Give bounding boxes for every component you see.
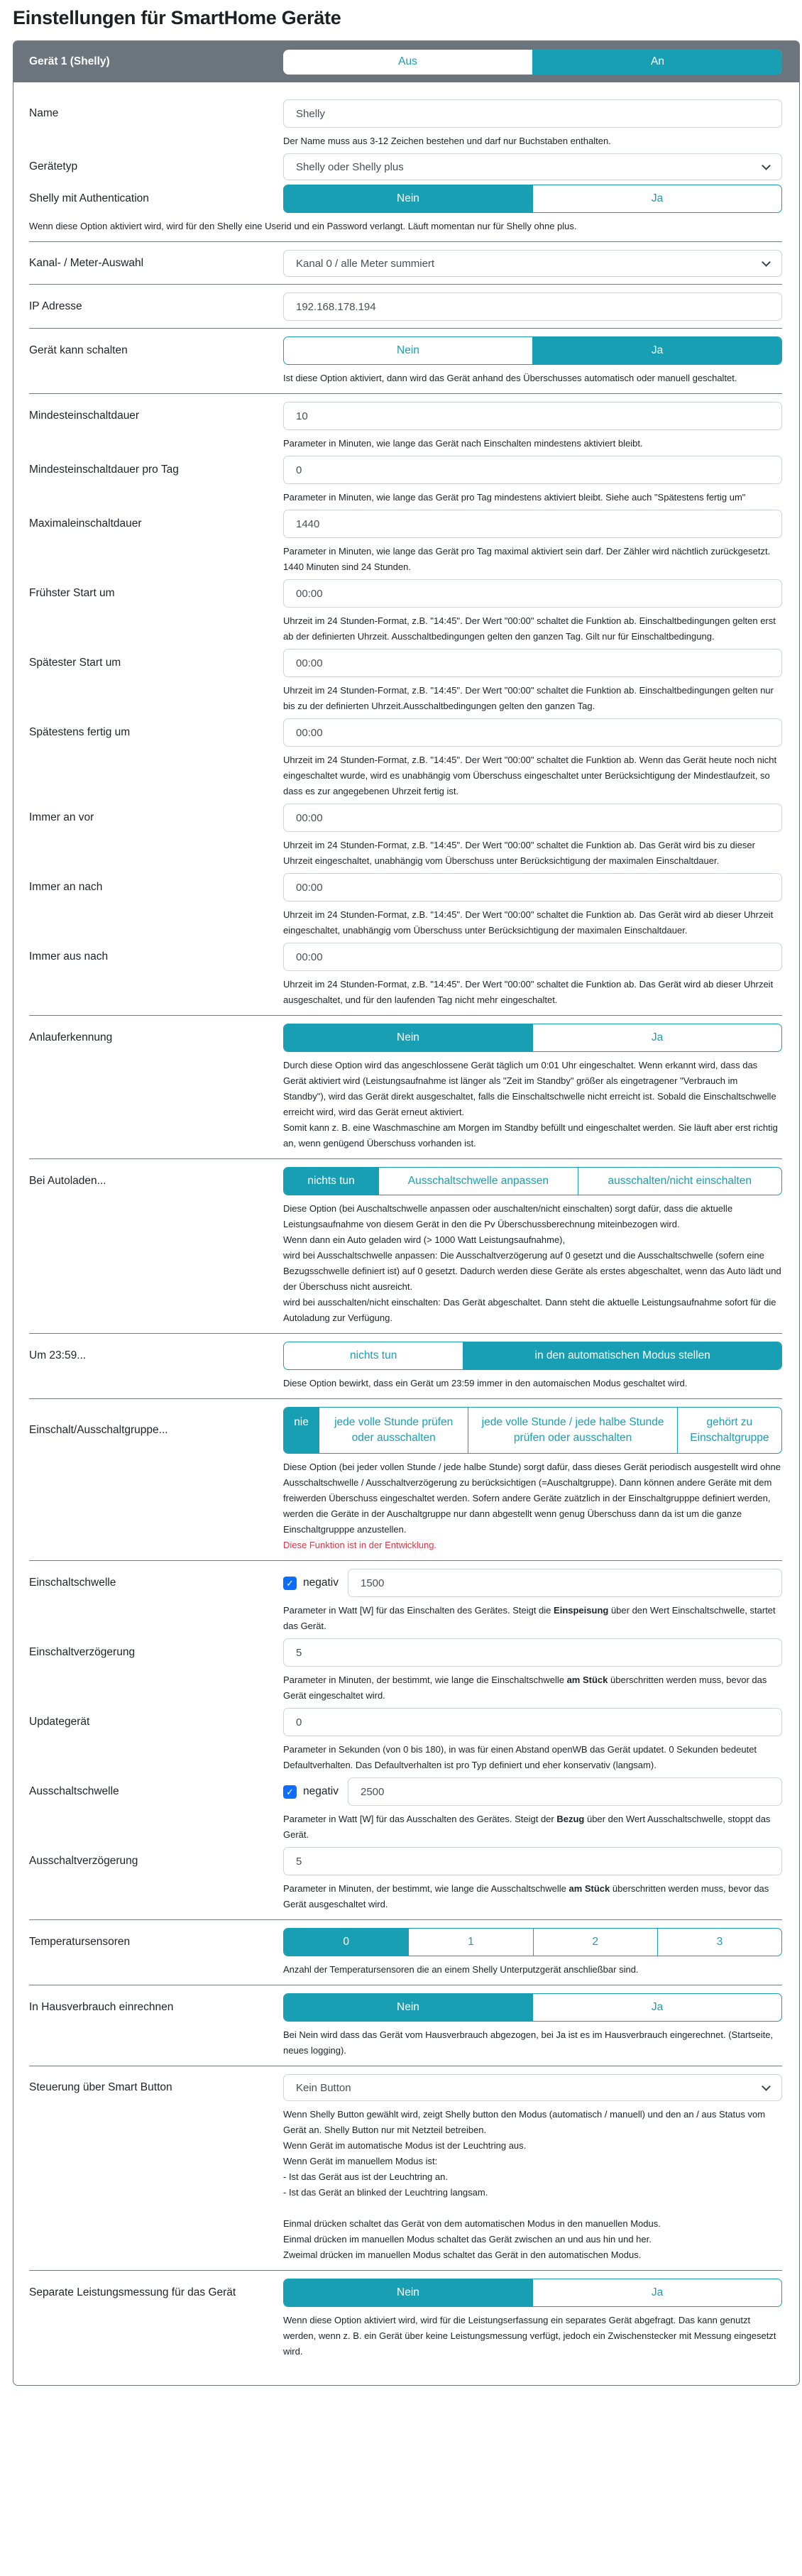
spaetester-start-um-cols [29,649,782,677]
chevron-down-icon [762,161,771,170]
field-label-updategeraet: Updategerät [29,1716,90,1728]
help-line: - Ist das Gerät an blinked der Leuchtring langsam. [283,2187,488,2198]
mindesteinschaltdauer-cols [29,402,782,430]
updategeraet-cols [29,1708,782,1736]
help-line: Bei Nein wird dass das Gerät vom Hausverbrauch abgezogen, bei Ja ist es im Hausverbrauch eingerechnet. (Startseite, neues logging). [283,2029,774,2056]
form-row-immer-aus-nach [29,943,782,1008]
section-divider [29,393,782,394]
section-divider [29,1015,782,1016]
help-line: Parameter in Minuten, wie lange das Gerät pro Tag maximal aktiviert sein darf. Der Zähler wird nächtlich zurückgesetzt. 1440 Minuten sind 24 Stunden. [283,546,771,572]
form-row-spaetester-start-um [29,649,782,714]
fruehster-start-um-control-cell [283,579,782,608]
help-line: Wenn Gerät im manuellem Modus ist: [283,2156,438,2166]
ausschaltschwelle-negativ-checkbox[interactable] [283,1785,297,1799]
immer-aus-nach-control-cell [283,943,782,971]
field-help-bei-autoladen [283,1201,782,1326]
updategeraet-input[interactable] [283,1708,782,1736]
ausschaltschwelle-cols [29,1777,782,1806]
geraetetyp-select-value: Shelly oder Shelly plus [296,160,404,173]
help-line: Parameter in Minuten, wie lange das Gerät pro Tag mindestens aktiviert bleibt. Siehe auch "Spätestens fertig um" [283,492,746,503]
immer-an-vor-control-cell [283,804,782,832]
help-line: Somit kann z. B. eine Waschmaschine am Morgen im Standby befüllt und eingeschaltet werden. Sie läuft aber erst richtig an, wenn genügend Überschuss vorhanden ist. [283,1122,778,1149]
form-row-separate-leistungsmessung [29,2279,782,2359]
field-label-mindesteinschaltdauer-pro-tag: Mindesteinschaltdauer pro Tag [29,464,179,476]
section-divider [29,241,782,242]
form-row-mindesteinschaltdauer-pro-tag [29,456,782,505]
name-input[interactable] [283,99,782,128]
spaetestens-fertig-um-control-cell [283,718,782,747]
einschaltschwelle-input[interactable] [348,1569,782,1597]
chevron-down-icon [762,2082,771,2091]
field-label-geraetetyp: Gerätetyp [29,160,78,172]
help-line: Uhrzeit im 24 Stunden-Format, z.B. "14:45". Der Wert "00:00" schaltet die Funktion ab. Einschaltbedingungen gelten nur bis zu der definierten Uhrzeit.Ausschaltbedingungen gelten den ganzen Tag. [283,685,774,711]
um-2359-toggle [283,1342,782,1370]
device-power-toggle [283,50,782,75]
einschalt-ausschaltgruppe-option-0[interactable]: nie [284,1408,319,1453]
field-label-in-hausverbrauch-einrechnen: In Hausverbrauch einrechnen [29,2001,174,2013]
immer-an-nach-control-cell [283,873,782,901]
ausschaltschwelle-input[interactable] [348,1777,782,1806]
ausschaltverzoegerung-cols [29,1847,782,1875]
field-help-immer-aus-nach [283,977,782,1008]
device-title: Gerät 1 (Shelly) [29,55,110,67]
field-label-mindesteinschaltdauer: Mindesteinschaltdauer [29,410,140,422]
kanal-meter-control-cell [283,250,782,277]
form-row-einschaltschwelle [29,1569,782,1634]
steuerung-smart-button-select[interactable] [283,2074,782,2101]
form-row-fruehster-start-um [29,579,782,645]
mindesteinschaltdauer-input[interactable] [283,402,782,430]
anlauferkennung-option-0[interactable]: Nein [284,1024,532,1051]
einschalt-ausschaltgruppe-toggle [283,1407,782,1454]
shelly-auth-option-0[interactable]: Nein [284,185,532,212]
field-label-spaetestens-fertig-um: Spätestens fertig um [29,726,131,738]
maximaleinschaltdauer-control-cell [283,510,782,538]
help-line: Uhrzeit im 24 Stunden-Format, z.B. "14:45". Der Wert "00:00" schaltet die Funktion ab. Das Gerät wird ab dieser Uhrzeit ausgeschaltet, und für den laufenden Tag nicht mehr eingeschaltet. [283,979,774,1005]
device-on-off-slot [283,50,782,75]
ip-adresse-control-cell [283,292,782,321]
um-2359-control-cell [283,1342,782,1370]
section-divider [29,2270,782,2271]
shelly-auth-toggle [283,185,782,213]
field-help-maximaleinschaltdauer [283,544,782,575]
updategeraet-control-cell [283,1708,782,1736]
check-icon: ✓ [286,1786,294,1797]
einschaltschwelle-negativ-label: negativ [303,1577,339,1589]
field-help-temperatursensoren [283,1962,782,1978]
form-row-geraetetyp [29,153,782,180]
help-line: Diese Funktion ist in der Entwicklung. [283,1540,437,1550]
bei-autoladen-option-1[interactable]: Ausschaltschwelle anpassen [378,1168,577,1195]
field-help-mindesteinschaltdauer [283,436,782,451]
chevron-down-icon [762,258,771,267]
field-label-ip-adresse: IP Adresse [29,300,82,312]
bei-autoladen-control-cell [283,1167,782,1195]
maximaleinschaltdauer-input[interactable] [283,510,782,538]
form-row-anlauferkennung [29,1024,782,1151]
form-row-ausschaltverzoegerung [29,1847,782,1912]
device-power-option-1[interactable]: An [532,50,782,75]
immer-an-nach-cols [29,873,782,901]
form-row-geraet-kann-schalten [29,336,782,386]
spaetestens-fertig-um-cols [29,718,782,747]
help-line: Wenn diese Option aktiviert wird, wird für den Shelly eine Userid und ein Password verlangt. Läuft momentan nur für Shelly ohne plus. [29,221,577,231]
help-line: Wenn diese Option aktiviert wird, wird für die Leistungserfassung ein separates Gerät abgefragt. Das kann genutzt werden, wenn z. B. ein Gerät über keine Leistungsmessung verfügt, jedoch ein Zwischenstecker mit Messung eingesetzt wird. [283,2315,776,2357]
help-line: wird bei ausschalten/nicht einschalten: Das Gerät abgeschaltet. Dann steht die aktuelle Leistungsaufnahme sofort für die Autoladung zur Verfügung. [283,1297,776,1323]
form-row-kanal-meter [29,250,782,277]
steuerung-smart-button-select-value: Kein Button [296,2081,351,2094]
immer-an-vor-input[interactable] [283,804,782,832]
geraet-kann-schalten-toggle [283,336,782,365]
section-divider [29,328,782,329]
section-divider [29,1919,782,1920]
field-help-anlauferkennung [283,1058,782,1151]
bei-autoladen-option-2[interactable]: ausschalten/nicht einschalten [578,1168,781,1195]
einschaltschwelle-negativ-checkbox[interactable] [283,1577,297,1590]
anlauferkennung-control-cell [283,1024,782,1052]
ausschaltschwelle-control-cell [283,1777,782,1806]
separate-leistungsmessung-option-1[interactable]: Ja [532,2279,781,2306]
field-label-einschaltschwelle: Einschaltschwelle [29,1577,116,1589]
help-line: Einmal drücken im manuellen Modus schaltet das Gerät zwischen an und aus hin und her. [283,2234,652,2245]
field-label-spaetester-start-um: Spätester Start um [29,657,121,669]
einschaltschwelle-control [283,1569,782,1597]
form-row-temperatursensoren [29,1928,782,1978]
form-row-bei-autoladen [29,1167,782,1326]
help-line: wird bei Ausschaltschwelle anpassen: Die Ausschaltverzögerung auf 0 gesetzt und die Ausschaltschwelle (sofern eine Bezugsschwelle definiert ist) auf 0 gesetzt. Dadurch werden diese Geräte als erstes abgeschaltet, wenn das Auto lädt und der Überschuss nicht ausreicht. [283,1250,781,1292]
help-line: Wenn Shelly Button gewählt wird, zeigt Shelly button den Modus (automatisch / manuell) und den an / aus Status vom Gerät an. Shelly Button nur mit Netzteil betreiben. [283,2109,766,2135]
form-row-name [29,99,782,149]
ip-adresse-cols [29,292,782,321]
temperatursensoren-option-3[interactable]: 3 [657,1929,781,1956]
geraet-kann-schalten-cols [29,336,782,365]
kanal-meter-select[interactable] [283,250,782,277]
help-line: Parameter in Minuten, wie lange das Gerät nach Einschalten mindestens aktiviert bleibt. [283,438,643,449]
einschalt-ausschaltgruppe-cols [29,1407,782,1454]
help-line: Durch diese Option wird das angeschlossene Gerät täglich um 0:01 Uhr eingeschaltet. Wenn erkannt wird, dass das Gerät aktiviert wird (Leistungsaufnahme ist länger als "Zeit im Standby" größer als eingetragener "Verbrauch im Standby"), wird das Gerät direkt ausgeschaltet, falls die Einschaltschwelle nicht erreicht ist. Sobald die Einschaltschwelle erreicht wird, wird das Gerät erneut aktiviert. [283,1060,776,1117]
field-label-steuerung-smart-button: Steuerung über Smart Button [29,2081,172,2093]
einschalt-ausschaltgruppe-option-1[interactable]: jede volle Stunde prüfen oder ausschalten [319,1408,468,1453]
check-icon: ✓ [286,1577,294,1589]
geraetetyp-cols [29,153,782,180]
temperatursensoren-control-cell [283,1928,782,1956]
einschalt-ausschaltgruppe-control-cell [283,1407,782,1454]
help-line: Parameter in Sekunden (von 0 bis 180), in was für einen Abstand openWB das Gerät updatet. 0 Sekunden bedeutet Defaultverhalten. Das Defaultverhalten ist pro Typ definiert und eher konservativ (langsam). [283,1744,757,1770]
field-help-shelly-auth [29,219,782,234]
name-control-cell [283,99,782,128]
field-help-spaetestens-fertig-um [283,752,782,799]
field-label-separate-leistungsmessung: Separate Leistungsmessung für das Gerät [29,2286,236,2298]
geraet-kann-schalten-option-0[interactable]: Nein [397,344,419,356]
immer-aus-nach-input[interactable] [283,943,782,971]
field-help-einschalt-ausschaltgruppe [283,1459,782,1553]
temperatursensoren-cols [29,1928,782,1956]
card-body [13,82,799,2385]
field-label-fruehster-start-um: Frühster Start um [29,587,115,599]
help-line: - Ist das Gerät aus ist der Leuchtring an. [283,2171,448,2182]
help-line: Uhrzeit im 24 Stunden-Format, z.B. "14:45". Der Wert "00:00" schaltet die Funktion ab. Wenn das Gerät heute noch nicht eingeschaltet wurde, wird es unabhängig vom Überschuss eingeschaltet unter Berücksichtigung der Mindestlaufzeit, so dass es zur angegebenen Uhrzeit fertig ist. [283,755,777,796]
in-hausverbrauch-einrechnen-option-0[interactable]: Nein [284,1994,532,2021]
ausschaltschwelle-control [283,1777,782,1806]
field-label-name: Name [29,107,59,119]
form-row-immer-an-vor [29,804,782,869]
field-label-shelly-auth: Shelly mit Authentication [29,192,149,204]
maximaleinschaltdauer-cols [29,510,782,538]
in-hausverbrauch-einrechnen-cols [29,1993,782,2022]
help-line: Ist diese Option aktiviert, dann wird das Gerät anhand des Überschusses automatisch oder manuell geschaltet. [283,373,737,383]
einschaltverzoegerung-control-cell [283,1638,782,1667]
help-line: Diese Option (bei Auschaltschwelle anpassen oder auschalten/nicht einschalten) sorgt dafür, dass die aktuelle Leistungsaufnahme von diesem Gerät in den die Pv Überschussberechnung miteinbezogen wird. [283,1203,733,1229]
field-help-ausschaltschwelle [283,1812,782,1843]
form-row-steuerung-smart-button [29,2074,782,2263]
section-divider [29,1398,782,1399]
help-line: Parameter in Watt [W] für das Ausschalten des Gerätes. Steigt der Bezug über den Wert Ausschaltschwelle, stoppt das Gerät. [283,1814,771,1840]
field-label-bei-autoladen: Bei Autoladen... [29,1175,106,1187]
help-line: Diese Option (bei jeder vollen Stunde / jede halbe Stunde) sorgt dafür, dass dieses Gerät periodisch ausgestellt wird ohne Ausschaltschwelle / Ausschaltverzögerung zu berücksichtigen (=Auschaltgruppe). Dann können andere Geräte mit dem freiwerden Überschuss eingeschaltet werden. Sofern andere Geräte zuätzlich in der Einschaltgrupppe definiert werden, werden die Geräte in der Auschaltgruppe nur dann abgestellt wenn genug Überschuss dann da ist um die ganze Einschaltgrupppe anzustellen. [283,1462,781,1535]
ip-adresse-input[interactable] [283,292,782,321]
help-line: Parameter in Minuten, der bestimmt, wie lange die Einschaltschwelle am Stück überschritten werden muss, bevor das Gerät eingeschaltet wird. [283,1675,767,1701]
field-help-updategeraet [283,1742,782,1773]
help-line: Wenn dann ein Auto geladen wird (> 1000 Watt Leistungsaufnahme), [283,1234,566,1245]
immer-aus-nach-cols [29,943,782,971]
fruehster-start-um-cols [29,579,782,608]
steuerung-smart-button-cols [29,2074,782,2101]
separate-leistungsmessung-cols [29,2279,782,2307]
field-label-maximaleinschaltdauer: Maximaleinschaltdauer [29,517,142,530]
anlauferkennung-option-1[interactable]: Ja [532,1024,781,1051]
field-label-temperatursensoren: Temperatursensoren [29,1936,131,1948]
form-row-einschaltverzoegerung [29,1638,782,1704]
einschaltschwelle-cols [29,1569,782,1597]
um-2359-option-0[interactable]: nichts tun [350,1349,397,1361]
page-title: Einstellungen für SmartHome Geräte [13,7,341,28]
um-2359-cols [29,1342,782,1370]
field-label-immer-aus-nach: Immer aus nach [29,950,109,963]
kanal-meter-cols [29,250,782,277]
spaetestens-fertig-um-input[interactable] [283,718,782,747]
help-line: Der Name muss aus 3-12 Zeichen bestehen und darf nur Buchstaben enthalten. [283,136,611,146]
device-power-option-0[interactable]: Aus [283,50,532,75]
form-row-maximaleinschaltdauer [29,510,782,575]
help-line: Einmal drücken schaltet das Gerät von dem automatischen Modus in den manuellen Modus. [283,2218,661,2229]
section-divider [29,1333,782,1334]
field-label-ausschaltschwelle: Ausschaltschwelle [29,1785,119,1797]
help-line: Uhrzeit im 24 Stunden-Format, z.B. "14:45". Der Wert "00:00" schaltet die Funktion ab. Das Gerät wird ab dieser Uhrzeit eingeschaltet, unabhängig vom Überschuss unter Berücksichtigung der maximalen Einschaltdauer. [283,909,774,936]
section-divider [29,1560,782,1561]
field-help-fruehster-start-um [283,613,782,645]
help-line: Uhrzeit im 24 Stunden-Format, z.B. "14:45". Der Wert "00:00" schaltet die Funktion ab. Das Gerät wird bis zu dieser Uhrzeit eingeschaltet, unabhängig vom Überschuss unter Berücksichtigung der maximalen Einschaltdauer. [283,840,755,866]
einschalt-ausschaltgruppe-option-2[interactable]: jede volle Stunde / jede halbe Stunde prüfen oder ausschalten [468,1408,676,1453]
help-line [283,2200,782,2216]
in-hausverbrauch-einrechnen-toggle [283,1993,782,2022]
temperatursensoren-option-1[interactable]: 1 [408,1929,532,1956]
field-label-kanal-meter: Kanal- / Meter-Auswahl [29,257,144,269]
field-help-immer-an-nach [283,907,782,938]
um-2359-option-1[interactable]: in den automatischen Modus stellen [463,1342,781,1369]
spaetester-start-um-input[interactable] [283,649,782,677]
form-row-immer-an-nach [29,873,782,938]
help-line: Wenn Gerät im automatische Modus ist der Leuchtring aus. [283,2140,527,2151]
field-help-mindesteinschaltdauer-pro-tag [283,490,782,505]
form-row-mindesteinschaltdauer [29,402,782,451]
temperatursensoren-option-0[interactable]: 0 [284,1929,408,1956]
fruehster-start-um-input[interactable] [283,579,782,608]
kanal-meter-select-value: Kanal 0 / alle Meter summiert [296,257,435,270]
field-help-spaetester-start-um [283,683,782,714]
field-help-immer-an-vor [283,838,782,869]
device-settings-card [13,40,800,2386]
einschaltschwelle-control-cell [283,1569,782,1597]
field-label-immer-an-nach: Immer an nach [29,881,103,893]
shelly-auth-cols [29,185,782,213]
form-row-shelly-auth [29,185,782,234]
einschalt-ausschaltgruppe-option-3[interactable]: gehört zu Einschaltgruppe [677,1408,781,1453]
card-header [13,41,799,82]
field-help-steuerung-smart-button [283,2107,782,2263]
help-line: Anzahl der Temperatursensoren die an einem Shelly Unterputzgerät anschließbar sind. [283,1964,639,1975]
steuerung-smart-button-control-cell [283,2074,782,2101]
anlauferkennung-cols [29,1024,782,1052]
immer-an-nach-input[interactable] [283,873,782,901]
geraetetyp-control-cell [283,153,782,180]
field-label-einschalt-ausschaltgruppe: Einschalt/Ausschaltgruppe... [29,1424,168,1436]
form-row-in-hausverbrauch-einrechnen [29,1993,782,2059]
form-row-ausschaltschwelle [29,1777,782,1843]
spaetester-start-um-control-cell [283,649,782,677]
mindesteinschaltdauer-pro-tag-cols [29,456,782,484]
help-line: Diese Option bewirkt, dass ein Gerät um 23:59 immer in den automaischen Modus geschaltet wird. [283,1378,688,1388]
field-help-in-hausverbrauch-einrechnen [283,2027,782,2059]
anlauferkennung-toggle [283,1024,782,1052]
form-row-ip-adresse [29,292,782,321]
help-line: Uhrzeit im 24 Stunden-Format, z.B. "14:45". Der Wert "00:00" schaltet die Funktion ab. Einschaltbedingungen gelten erst ab der definierten Uhrzeit. Ausschaltbedingungen gelten den ganzen Tag. Gilt nur für Einschaltbedingung. [283,615,776,642]
field-label-geraet-kann-schalten: Gerät kann schalten [29,344,128,356]
einschaltverzoegerung-input[interactable] [283,1638,782,1667]
in-hausverbrauch-einrechnen-option-1[interactable]: Ja [532,1994,781,2021]
help-line: Zweimal drücken im manuellen Modus schaltet das Gerät in den automatischen Modus. [283,2249,642,2260]
form-row-spaetestens-fertig-um [29,718,782,799]
mindesteinschaltdauer-control-cell [283,402,782,430]
separate-leistungsmessung-option-0[interactable]: Nein [284,2279,532,2306]
geraet-kann-schalten-control-cell [283,336,782,365]
field-label-einschaltverzoegerung: Einschaltverzögerung [29,1646,136,1658]
geraetetyp-select[interactable] [283,153,782,180]
separate-leistungsmessung-toggle [283,2279,782,2307]
section-divider [29,284,782,285]
field-label-immer-an-vor: Immer an vor [29,811,94,823]
separate-leistungsmessung-control-cell [283,2279,782,2307]
einschaltverzoegerung-cols [29,1638,782,1667]
ausschaltschwelle-negativ-label: negativ [303,1785,339,1797]
bei-autoladen-cols [29,1167,782,1195]
field-help-einschaltverzoegerung [283,1672,782,1704]
field-help-ausschaltverzoegerung [283,1881,782,1912]
bei-autoladen-toggle [283,1167,782,1195]
field-help-geraet-kann-schalten [283,371,782,386]
immer-an-vor-cols [29,804,782,832]
name-cols [29,99,782,128]
form-row-updategeraet [29,1708,782,1773]
form-row-einschalt-ausschaltgruppe [29,1407,782,1553]
field-label-um-2359: Um 23:59... [29,1349,87,1361]
in-hausverbrauch-einrechnen-control-cell [283,1993,782,2022]
section-divider [29,1158,782,1159]
ausschaltverzoegerung-control-cell [283,1847,782,1875]
shelly-auth-control-cell [283,185,782,213]
field-help-name [283,133,782,149]
bei-autoladen-option-0[interactable]: nichts tun [284,1168,378,1195]
field-help-einschaltschwelle [283,1603,782,1634]
form-row-um-2359 [29,1342,782,1391]
shelly-auth-option-1[interactable]: Ja [532,185,781,212]
geraet-kann-schalten-option-1[interactable]: Ja [532,337,781,364]
field-help-um-2359 [283,1376,782,1391]
field-label-ausschaltverzoegerung: Ausschaltverzögerung [29,1855,138,1867]
temperatursensoren-toggle [283,1928,782,1956]
field-help-separate-leistungsmessung [283,2313,782,2359]
ausschaltverzoegerung-input[interactable] [283,1847,782,1875]
help-line: Parameter in Minuten, der bestimmt, wie lange die Ausschaltschwelle am Stück überschritten werden muss, bevor das Gerät ausgeschaltet wird. [283,1883,769,1909]
temperatursensoren-option-2[interactable]: 2 [533,1929,657,1956]
field-label-anlauferkennung: Anlauferkennung [29,1031,113,1043]
help-line: Parameter in Watt [W] für das Einschalten des Gerätes. Steigt die Einspeisung über den Wert Einschaltschwelle, startet das Gerät. [283,1605,776,1631]
mindesteinschaltdauer-pro-tag-input[interactable] [283,456,782,484]
mindesteinschaltdauer-pro-tag-control-cell [283,456,782,484]
